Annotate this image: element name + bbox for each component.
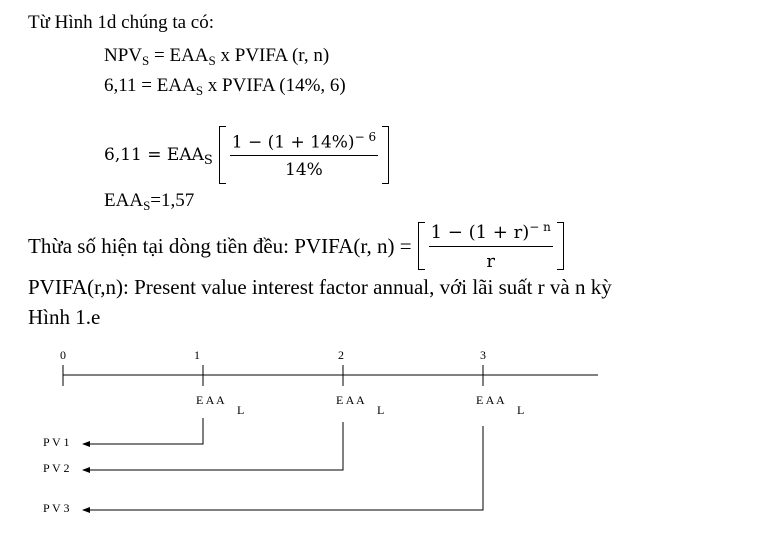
eq2-lhs: 6,11 = EAA xyxy=(104,75,196,96)
annuity-numerator-text: 1 − (1 + r) xyxy=(430,222,530,243)
eq3-lhs-sub: S xyxy=(203,153,213,168)
annuity-label: Thừa số hiện tại dòng tiền đều: PVIFA(r, n) = xyxy=(28,233,412,258)
eq2-rhs: x PVIFA (14%, 6) xyxy=(203,75,346,96)
payment-sub-3: L xyxy=(517,403,525,417)
period-label-2: 2 xyxy=(338,348,344,362)
pv-label-3: P V 3 xyxy=(43,501,70,515)
period-label-1: 1 xyxy=(194,348,200,362)
payment-sub-1: L xyxy=(237,403,245,417)
eq2-lhs-sub: S xyxy=(195,83,204,98)
annuity-denominator: r xyxy=(486,251,496,272)
eq4-rhs: =1,57 xyxy=(150,190,195,211)
pv-label-2: P V 2 xyxy=(43,461,70,475)
eq4-lhs: EAA xyxy=(104,190,144,211)
eq1-rhs: x PVIFA (r, n) xyxy=(215,45,330,66)
eq1-mid-sub: S xyxy=(208,53,216,68)
payment-sub-2: L xyxy=(377,403,385,417)
intro-text: Từ Hình 1d chúng ta có: xyxy=(28,12,215,33)
figure-label: Hình 1.e xyxy=(28,305,101,329)
eq3-denominator: 14% xyxy=(285,160,323,181)
discount-line-1 xyxy=(83,418,203,444)
pvifa-definition: PVIFA(r,n): Present value interest factor annual, với lãi suất r và n kỳ xyxy=(28,275,612,299)
annuity-exponent: − n xyxy=(529,220,551,234)
eq3-exponent: − 6 xyxy=(354,129,377,144)
discount-line-2 xyxy=(83,422,343,470)
payment-label-1: E A A xyxy=(196,393,225,407)
pv-label-1: P V 1 xyxy=(43,435,70,449)
discount-line-3 xyxy=(83,426,483,510)
eq4-lhs-sub: S xyxy=(143,198,151,213)
payment-label-3: E A A xyxy=(476,393,505,407)
eq1-lhs-sub: S xyxy=(142,53,150,68)
payment-label-2: E A A xyxy=(336,393,365,407)
eq3-numerator-text: 1 − (1 + 14%) xyxy=(231,132,355,153)
period-label-0: 0 xyxy=(60,348,66,362)
period-label-3: 3 xyxy=(480,348,486,362)
eq3-lhs-text: 6,11 = EAA xyxy=(104,145,204,165)
eq1-mid: = EAA xyxy=(149,45,209,66)
eq1-lhs: NPV xyxy=(104,45,143,66)
